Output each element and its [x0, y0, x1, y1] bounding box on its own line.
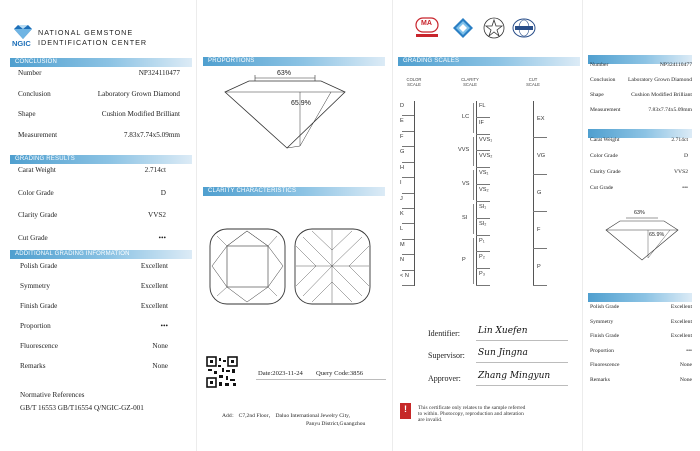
normative-references-title: Normative References: [20, 391, 85, 399]
clarity-grade: SI₁: [479, 203, 487, 210]
clarity-grade: VS₂: [479, 187, 489, 194]
cut-grade-tick: [533, 174, 547, 175]
supervisor-signature: Sun Jingna: [478, 348, 528, 358]
clarity-grade: VS₁: [479, 170, 489, 177]
cut-grade-tick: [533, 211, 547, 212]
mini-top-row-value: NP324110477: [659, 62, 692, 68]
clarity-grade: P₁: [479, 237, 485, 244]
date-underline: [256, 379, 386, 380]
color-grade: E: [400, 118, 404, 125]
clarity-grade: P₂: [479, 254, 485, 261]
clarity-plot-drawing: [207, 226, 377, 308]
mini-top-row-value: Laboratory Grown Diamond: [627, 77, 692, 83]
supervisor-label: Supervisor:: [428, 351, 465, 360]
mini-depth-percentage: 65.9%: [649, 232, 665, 238]
mini-mid-row-value: •••: [682, 185, 688, 191]
clarity-grade-tick: [476, 268, 490, 269]
proportions-header: PROPORTIONS: [203, 57, 385, 66]
mini-top-row-label: Number: [590, 62, 609, 68]
header-logo: [10, 27, 190, 49]
conclusion-row-label: Measurement: [18, 130, 58, 139]
mini-bottom-row-label: Fluorescence: [590, 362, 620, 368]
grading-row-value: VVS2: [148, 211, 166, 219]
report-date: Date:2023-11-24: [258, 370, 303, 377]
mini-mid-row-value: 2.714ct: [671, 137, 688, 143]
color-grade: H: [400, 164, 405, 171]
mini-bottom-row-label: Finish Grade: [590, 333, 620, 339]
mini-bottom-row-label: Symmetry: [590, 318, 614, 325]
mini-mid-row-value: VVS2: [674, 169, 688, 175]
qr-code-icon[interactable]: [206, 356, 238, 388]
color-grade: G: [400, 149, 405, 156]
diamond-profile-drawing: [205, 68, 380, 153]
fold-line-1: [196, 0, 197, 451]
clarity-grade-tick: [476, 117, 490, 118]
conclusion-header: CONCLUSION: [10, 58, 192, 67]
color-grade: N: [400, 257, 405, 264]
color-scale-heading-2: SCALE: [407, 82, 421, 87]
clarity-grade-tick: [476, 235, 490, 236]
color-grade: F: [400, 133, 404, 140]
warning-line2: to within. Photocopy, reproduction and alteration: [418, 411, 524, 417]
approver-signature: Zhang Mingyun: [478, 371, 551, 381]
clarity-group-label: VS: [462, 181, 470, 188]
clarity-scale-heading-1: CLARITY: [461, 77, 479, 82]
color-grade-tick: [402, 270, 414, 271]
mini-bottom-row-value: None: [679, 362, 692, 368]
query-code: Query Code:3856: [316, 370, 364, 377]
clarity-grade-tick: [476, 201, 490, 202]
mini-top-row-label: Conclusion: [590, 77, 616, 83]
cma-seal-icon: [414, 17, 440, 39]
clarity-grade-tick: [476, 150, 490, 151]
diamond-badge-icon: [452, 17, 474, 39]
approver-label: Approver:: [428, 374, 461, 383]
clarity-grade: P₃: [479, 271, 486, 278]
color-grade: D: [400, 103, 405, 109]
cut-scale-heading-2: SCALE: [526, 82, 540, 87]
clarity-grade-tick: [476, 285, 490, 286]
color-grade-tick: [402, 285, 414, 286]
additional-row-label: Proportion: [20, 322, 51, 330]
cma-seal-text: MA: [421, 20, 432, 27]
clarity-grade-tick: [476, 167, 490, 168]
cut-grade: P: [537, 263, 541, 270]
mini-bottom-row-label: Polish Grade: [590, 304, 620, 310]
clarity-group-bracket: [473, 204, 474, 234]
grading-results-header: GRADING RESULTS: [10, 155, 192, 164]
clarity-group-label: SI: [462, 214, 468, 221]
color-grade-tick: [402, 223, 414, 224]
mini-mid-row-label: Clarity Grade: [590, 169, 621, 175]
color-grade-tick: [402, 131, 414, 132]
clarity-group-bracket: [473, 170, 474, 200]
org-name-line2: IDENTIFICATION CENTER: [38, 38, 148, 47]
certification-logos: [414, 17, 539, 41]
clarity-plot-diagram: [207, 226, 377, 308]
color-grade: I: [400, 180, 402, 187]
clarity-group-label: P: [462, 256, 466, 263]
clarity-grade: IF: [479, 119, 484, 126]
address-line1: Add： C7,2nd Floor， Daluo International Jewelry City,: [222, 413, 350, 419]
identifier-label: Identifier:: [428, 329, 460, 338]
cut-scale-axis: [533, 101, 534, 286]
grading-row-label: Cut Grade: [18, 233, 48, 242]
clarity-group-bracket: [473, 137, 474, 167]
clarity-grade-tick: [476, 184, 490, 185]
clarity-group-label: VVS: [458, 147, 470, 154]
color-grade-tick: [402, 208, 414, 209]
mini-mid-row-label: Color Grade: [590, 153, 618, 159]
grading-row-label: Color Grade: [18, 188, 54, 197]
warning-icon-mark: !: [404, 404, 407, 414]
mini-top-row-label: Shape: [590, 92, 604, 98]
mini-top-row-value: 7.83x7.74x5.09mm: [648, 107, 692, 113]
clarity-grade: VVS₁: [479, 136, 493, 143]
color-grade-tick: [402, 193, 414, 194]
fold-line-3: [582, 0, 583, 451]
mini-top-row-value: Cushion Modified Brilliant: [631, 92, 692, 98]
color-grade-tick: [402, 162, 414, 163]
mini-bottom-row-value: Excellent: [670, 333, 692, 339]
conclusion-row-value: Cushion Modified Brilliant: [101, 110, 180, 118]
identifier-line: [476, 340, 568, 341]
additional-row-value: None: [152, 362, 168, 370]
address-line2: Panyu District,Guangzhou: [306, 421, 366, 427]
cut-grade: G: [537, 189, 542, 196]
color-grade: M: [400, 241, 405, 248]
clarity-characteristics-header: CLARITY CHARACTERISTICS: [203, 187, 385, 196]
grading-row-label: Clarity Grade: [18, 211, 58, 219]
mini-proportions-diagram: [596, 208, 688, 263]
cut-grade-tick: [533, 285, 547, 286]
gem-logo-icon: [12, 25, 34, 39]
clarity-grade: VVS₂: [479, 153, 493, 160]
mini-bottom-row-value: None: [679, 376, 692, 383]
clarity-grade-tick: [476, 251, 490, 252]
additional-row-label: Finish Grade: [20, 302, 58, 310]
cut-grade: VG: [537, 152, 546, 159]
depth-percentage: 65.9%: [291, 100, 311, 107]
mini-bottom-bar: [588, 293, 692, 302]
conclusion-row-value: Laboratory Grown Diamond: [97, 89, 180, 98]
cut-grade-tick: [533, 137, 547, 138]
color-grade: K: [400, 210, 404, 217]
clarity-scale-heading-2: SCALE: [463, 82, 477, 87]
grading-row-value: 2.714ct: [144, 166, 166, 174]
conclusion-row-label: Shape: [18, 110, 36, 118]
mini-bottom-row-label: Proportion: [590, 347, 614, 354]
color-grade: < N: [400, 272, 409, 279]
org-name-line1: NATIONAL GEMSTONE: [38, 28, 134, 37]
clarity-group-bracket: [473, 238, 474, 284]
warning-line1: This certificate only relates to the sample referred: [418, 405, 526, 411]
cut-grade: EX: [537, 115, 545, 122]
mini-bottom-row-value: Excellent: [670, 304, 692, 310]
supervisor-line: [476, 362, 568, 363]
grading-row-value: •••: [158, 233, 166, 242]
conclusion-row-value: 7.83x7.74x5.09mm: [123, 130, 180, 139]
color-scale-axis: [414, 101, 415, 286]
additional-row-value: Excellent: [140, 302, 168, 310]
color-grade-tick: [402, 115, 414, 116]
mini-mid-row-label: Carat Weight: [590, 137, 620, 143]
lab-badge-icon: [512, 18, 536, 38]
grading-row-label: Carat Weight: [18, 166, 56, 174]
clarity-grade: FL: [479, 103, 486, 109]
mini-top-row-label: Measurement: [590, 107, 621, 113]
cut-grade: F: [537, 226, 541, 233]
clarity-group-label: LC: [462, 113, 470, 120]
mini-mid-row-label: Cut Grade: [590, 185, 614, 191]
clarity-grade-tick: [476, 134, 490, 135]
mini-bottom-row-label: Remarks: [590, 376, 610, 383]
clarity-group-bracket: [473, 103, 474, 133]
additional-row-value: Excellent: [140, 262, 168, 270]
grading-row-value: D: [160, 188, 166, 197]
conclusion-row-label: Number: [18, 69, 42, 77]
additional-row-label: Fluorescence: [20, 342, 58, 350]
mini-bottom-row-value: Excellent: [670, 318, 692, 325]
warning-line3: are invalid.: [418, 417, 443, 423]
logo-ngic-text: NGIC: [12, 39, 31, 48]
mini-table-percentage: 63%: [634, 210, 645, 216]
identifier-signature: Lin Xuefen: [478, 326, 528, 336]
additional-row-label: Polish Grade: [20, 262, 58, 270]
grading-scales-header: GRADING SCALES: [398, 57, 580, 66]
conclusion-row-label: Conclusion: [18, 89, 51, 98]
color-grade-tick: [402, 254, 414, 255]
fold-line-2: [392, 0, 393, 451]
conclusion-row-value: NP324110477: [138, 69, 180, 77]
star-seal-icon: [483, 17, 505, 39]
cut-scale-heading-1: CUT: [528, 77, 538, 82]
additional-row-value: Excellent: [140, 282, 168, 290]
additional-row-value: None: [152, 342, 168, 350]
color-grade-tick: [402, 239, 414, 240]
cut-grade-tick: [533, 248, 547, 249]
mini-bottom-row-value: •••: [686, 347, 692, 354]
color-scale-heading-1: COLOR: [406, 77, 422, 82]
color-grade: L: [400, 226, 404, 233]
additional-info-header: ADDITIONAL GRADING INFORMATION: [10, 250, 192, 259]
clarity-scale-axis: [476, 101, 477, 286]
normative-references-text: GB/T 16553 GB/T16554 Q/NGIC-GZ-001: [20, 404, 144, 412]
additional-row-label: Symmetry: [20, 282, 50, 290]
proportions-diagram: [205, 68, 380, 153]
clarity-grade-tick: [476, 218, 490, 219]
additional-row-label: Remarks: [20, 362, 46, 370]
approver-line: [476, 385, 568, 386]
table-percentage: 63%: [277, 70, 292, 77]
color-grade: J: [400, 195, 403, 202]
color-grade-tick: [402, 146, 414, 147]
mini-mid-row-value: D: [683, 153, 688, 159]
clarity-grade: SI₂: [479, 220, 487, 227]
additional-row-value: •••: [160, 322, 168, 330]
color-grade-tick: [402, 177, 414, 178]
mini-diamond-profile: [596, 208, 688, 263]
